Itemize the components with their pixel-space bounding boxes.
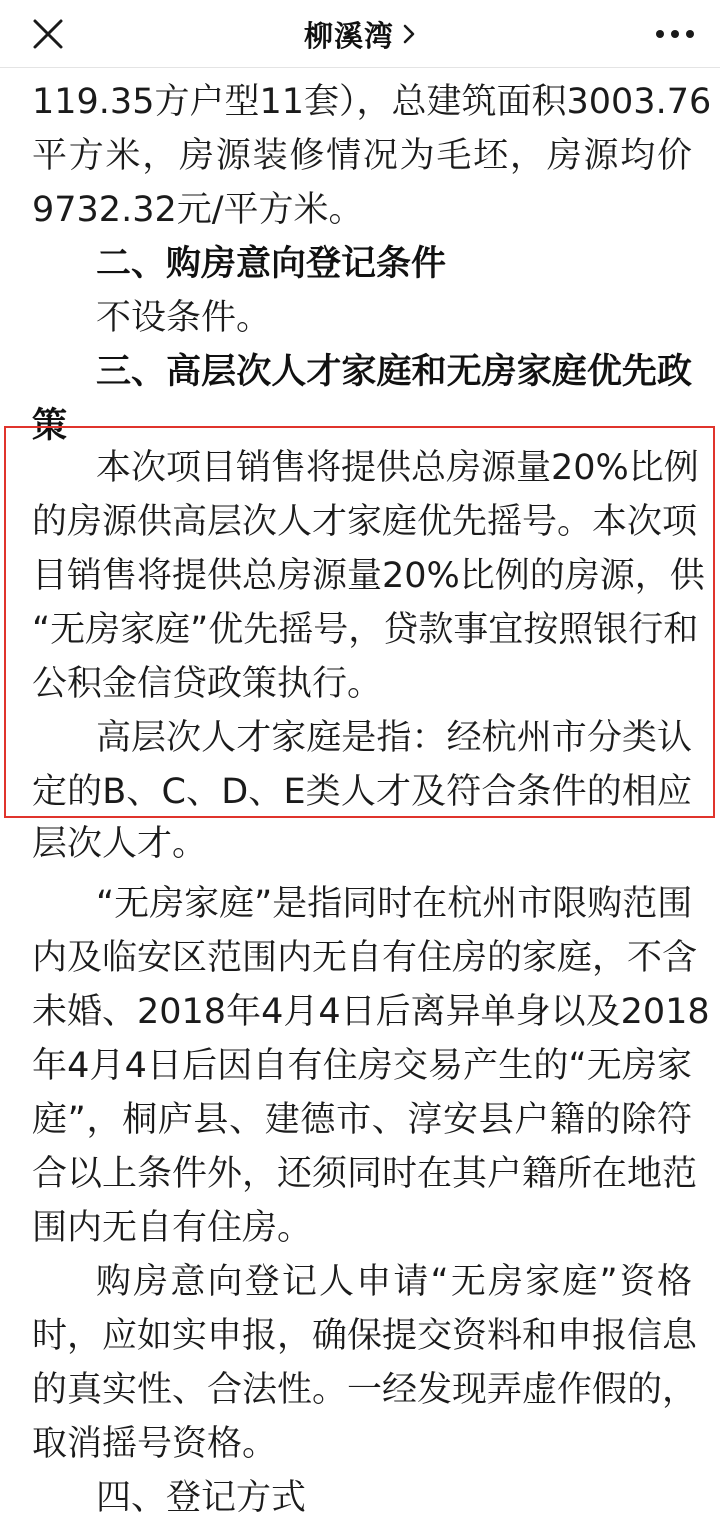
no-property-para-line-3: 未婚、2018年4月4日后离异单身以及2018	[32, 992, 710, 1032]
section-2-body: 不设条件。	[96, 298, 272, 338]
no-property-para-line-6: 合以上条件外，还须同时在其户籍所在地范	[32, 1154, 698, 1194]
section-2-heading: 二、购房意向登记条件	[96, 244, 447, 284]
highlight-para-1-line-1: 本次项目销售将提供总房源量20%比例	[96, 448, 699, 488]
top-navigation-bar	[0, 0, 720, 68]
section-3-heading-line-2: 策	[32, 406, 68, 446]
account-title-link[interactable]	[160, 0, 560, 68]
highlight-para-2-line-3: 层次人才。	[32, 824, 208, 864]
more-options-button[interactable]	[650, 12, 700, 56]
page-title: 柳溪湾	[303, 18, 394, 53]
no-property-para-line-5: 庭”，桐庐县、建德市、淳安县户籍的除符	[32, 1100, 692, 1140]
intro-line-1: 119.35方户型11套），总建筑面积3003.76	[32, 82, 712, 122]
intro-line-3: 9732.32元/平方米。	[32, 190, 364, 230]
highlight-para-1-line-4: “无房家庭”优先摇号，贷款事宜按照银行和	[32, 610, 699, 650]
highlight-para-1-line-3: 目销售将提供总房源量20%比例的房源，供	[32, 556, 705, 596]
chevron-right-icon	[402, 23, 416, 45]
highlight-para-1-line-2: 的房源供高层次人才家庭优先摇号。本次项	[32, 502, 698, 542]
no-property-para-line-4: 年4月4日后因自有住房交易产生的“无房家	[32, 1046, 692, 1086]
no-property-para-line-7: 围内无自有住房。	[32, 1208, 313, 1248]
no-property-para-line-1: “无房家庭”是指同时在杭州市限购范围	[96, 884, 693, 924]
no-property-para-line-2: 内及临安区范围内无自有住房的家庭，不含	[32, 938, 698, 978]
declaration-para-line-3: 的真实性、合法性。一经发现弄虚作假的，	[32, 1370, 698, 1410]
highlight-para-2-line-2: 定的B、C、D、E类人才及符合条件的相应	[32, 772, 692, 812]
declaration-para-line-2: 时，应如实申报，确保提交资料和申报信息	[32, 1316, 698, 1356]
declaration-para-line-4: 取消摇号资格。	[32, 1424, 278, 1464]
more-horizontal-icon	[655, 29, 695, 39]
highlight-para-2-line-1: 高层次人才家庭是指：经杭州市分类认	[96, 718, 692, 758]
intro-line-2: 平方米，房源装修情况为毛坯，房源均价	[32, 136, 692, 176]
section-3-heading-line-1: 三、高层次人才家庭和无房家庭优先政	[96, 352, 692, 392]
highlight-para-1-line-5: 公积金信贷政策执行。	[32, 664, 383, 704]
close-button[interactable]	[26, 12, 70, 56]
section-4-heading: 四、登记方式	[96, 1478, 307, 1518]
close-icon	[31, 17, 65, 51]
declaration-para-line-1: 购房意向登记人申请“无房家庭”资格	[96, 1262, 692, 1302]
